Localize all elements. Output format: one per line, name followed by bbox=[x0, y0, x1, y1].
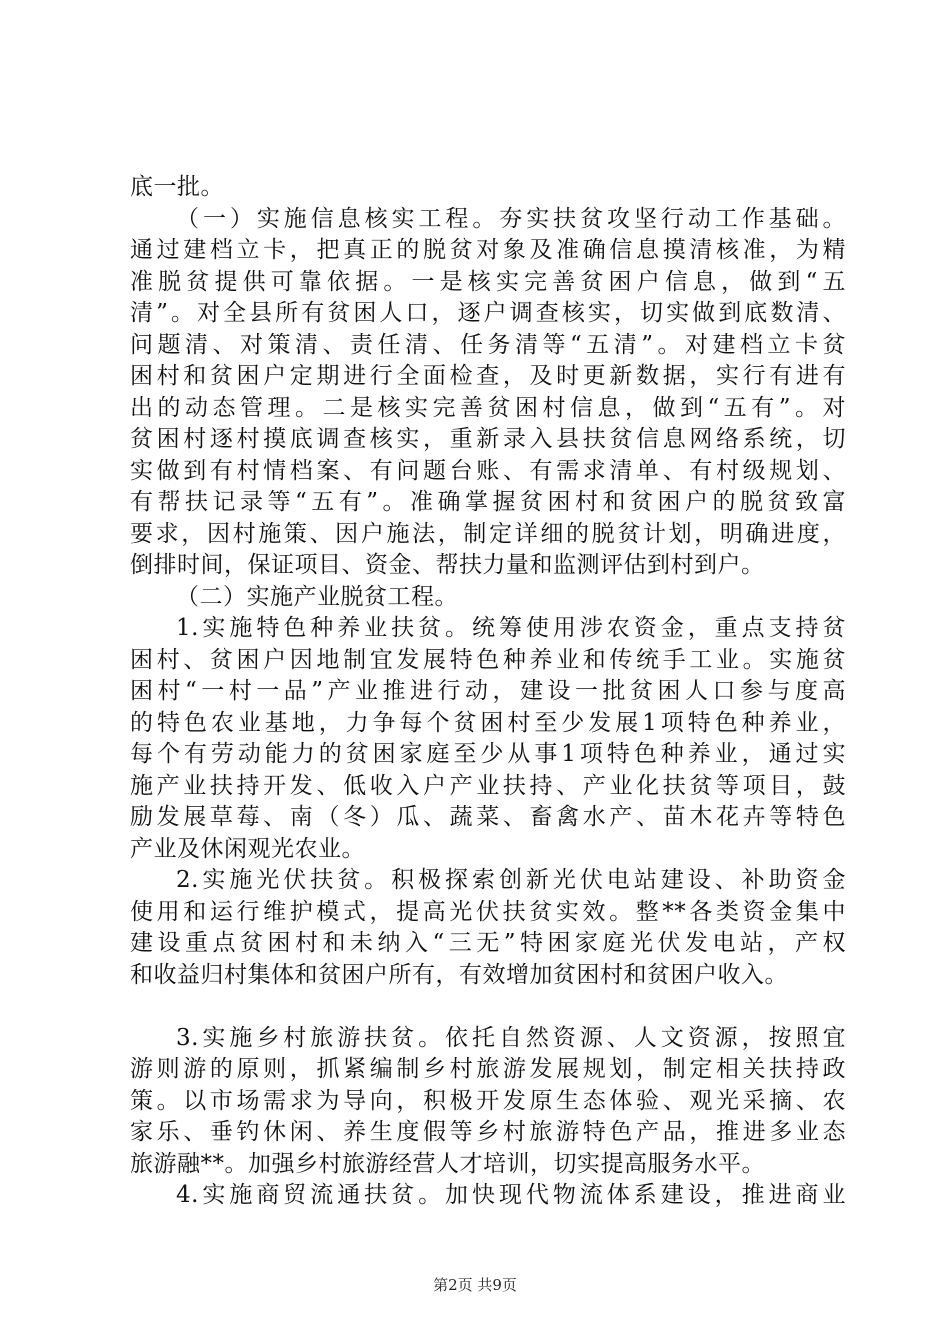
text-line: 游则游的原则，抓紧编制乡村旅游发展规划，制定相关扶持政 bbox=[130, 1056, 846, 1082]
paragraph-gap bbox=[130, 991, 846, 1023]
text-line: 问题清、对策清、责任清、任务清等“五清”。对建档立卡贫 bbox=[130, 331, 846, 358]
document-body bbox=[130, 172, 846, 1212]
text-line: 出的动态管理。二是核实完善贫困村信息，做到“五有”。对 bbox=[130, 394, 846, 421]
text-line: 每个有劳动能力的贫困家庭至少从事1项特色种养业，通过实 bbox=[130, 741, 846, 767]
text-line: 实做到有村情档案、有问题台账、有需求清单、有村级规划、 bbox=[130, 457, 846, 484]
text-line: （二）实施产业脱贫工程。 bbox=[176, 583, 458, 610]
text-line: 1.实施特色种养业扶贫。统筹使用涉农资金，重点支持贫 bbox=[176, 615, 846, 641]
text-line: 底一批。 bbox=[130, 174, 224, 200]
text-line: 准脱贫提供可靠依据。一是核实完善贫困户信息，做到“五 bbox=[130, 268, 846, 295]
text-line: 贫困村逐村摸底调查核实，重新录入县扶贫信息网络系统，切 bbox=[130, 426, 846, 452]
text-line: 困村“一村一品”产业推进行动，建设一批贫困人口参与度高 bbox=[130, 678, 846, 704]
text-line: 清”。对全县所有贫困人口，逐户调查核实，切实做到底数清、 bbox=[130, 300, 846, 326]
text-line: （一）实施信息核实工程。夯实扶贫攻坚行动工作基础。 bbox=[176, 205, 846, 232]
text-line: 励发展草莓、南（冬）瓜、蔬菜、畜禽水产、苗木花卉等特色 bbox=[130, 804, 846, 830]
text-line: 困村和贫困户定期进行全面检查，及时更新数据，实行有进有 bbox=[130, 363, 846, 389]
page-number-label: 第2页 共9页 bbox=[433, 1276, 517, 1294]
text-line: 2.实施光伏扶贫。积极探索创新光伏电站建设、补助资金 bbox=[176, 867, 846, 893]
text-line: 施产业扶持开发、低收入户产业扶持、产业化扶贫等项目，鼓 bbox=[130, 772, 846, 799]
text-line: 的特色农业基地，力争每个贫困村至少发展1项特色种养业， bbox=[130, 709, 846, 736]
text-line: 旅游融**。加强乡村旅游经营人才培训，切实提高服务水平。 bbox=[130, 1150, 765, 1177]
text-line: 有帮扶记录等“五有”。准确掌握贫困村和贫困户的脱贫致富 bbox=[130, 489, 846, 515]
text-line: 通过建档立卡，把真正的脱贫对象及准确信息摸清核准，为精 bbox=[130, 237, 846, 263]
text-line: 家乐、垂钓休闲、养生度假等乡村旅游特色产品，推进多业态 bbox=[130, 1119, 846, 1145]
page-footer bbox=[0, 1274, 950, 1295]
text-line: 产业及休闲观光农业。 bbox=[130, 835, 365, 862]
text-line: 3.实施乡村旅游扶贫。依托自然资源、人文资源，按照宜 bbox=[176, 1024, 846, 1051]
text-line: 使用和运行维护模式，提高光伏扶贫实效。整**各类资金集中 bbox=[130, 898, 846, 925]
text-line: 要求，因村施策、因户施法，制定详细的脱贫计划，明确进度， bbox=[130, 520, 846, 547]
text-line: 建设重点贫困村和未纳入“三无”特困家庭光伏发电站，产权 bbox=[130, 930, 846, 956]
text-line: 倒排时间，保证项目、资金、帮扶力量和监测评估到村到户。 bbox=[130, 552, 765, 578]
text-line: 4.实施商贸流通扶贫。加快现代物流体系建设，推进商业 bbox=[176, 1182, 846, 1208]
text-line: 策。以市场需求为导向，积极开发原生态体验、观光采摘、农 bbox=[130, 1087, 846, 1114]
text-line: 困村、贫困户因地制宜发展特色种养业和传统手工业。实施贫 bbox=[130, 646, 846, 673]
text-line: 和收益归村集体和贫困户所有，有效增加贫困村和贫困户收入。 bbox=[130, 961, 788, 988]
